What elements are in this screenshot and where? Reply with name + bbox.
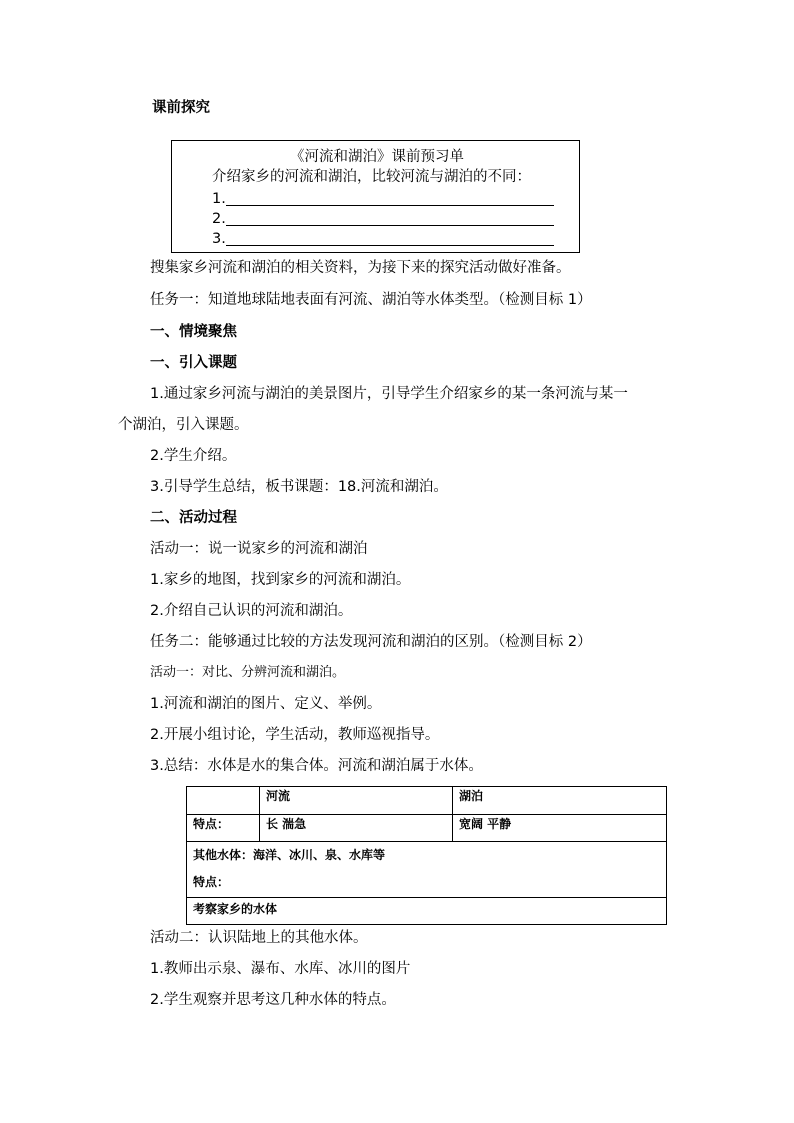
- table-row: [187, 842, 667, 898]
- section-heading: 一、引入课题: [150, 355, 237, 371]
- body-text: 2.学生介绍。: [150, 448, 237, 464]
- blank-line-3: [226, 245, 554, 246]
- body-text: 2.学生观察并思考这几种水体的特点。: [150, 992, 396, 1008]
- body-text: 3.总结：水体是水的集合体。河流和湖泊属于水体。: [150, 758, 483, 774]
- worksheet-instruction: 介绍家乡的河流和湖泊，比较河流与湖泊的不同：: [212, 169, 531, 185]
- section-title: 课前探究: [152, 100, 210, 116]
- other-features-label: 特点：: [193, 875, 230, 889]
- body-text: 个湖泊，引入课题。: [118, 417, 249, 433]
- blank-label-3: 3.: [212, 231, 226, 247]
- body-text: 1.通过家乡河流与湖泊的美景图片，引导学生介绍家乡的某一条河流与某一: [150, 386, 628, 402]
- body-text: 1.家乡的地图，找到家乡的河流和湖泊。: [150, 572, 411, 588]
- body-text: 1.教师出示泉、瀑布、水库、冰川的图片: [150, 961, 411, 977]
- table-cell: 湖泊: [453, 787, 667, 815]
- worksheet-title: 《河流和湖泊》课前预习单: [290, 149, 464, 165]
- section-heading: 二、活动过程: [150, 510, 237, 526]
- body-text: 2.开展小组讨论，学生活动，教师巡视指导。: [150, 727, 440, 743]
- task-heading: 任务一：知道地球陆地表面有河流、湖泊等水体类型。（检测目标 1）: [150, 292, 592, 308]
- table-row: [187, 898, 667, 925]
- blank-label-1: 1.: [212, 191, 226, 207]
- table-cell: 特点：: [187, 815, 260, 842]
- table-row: [187, 815, 667, 842]
- preview-worksheet-box: [171, 140, 580, 253]
- table-cell: 考察家乡的水体: [187, 898, 667, 925]
- table-cell: 宽阔 平静: [453, 815, 667, 842]
- blank-line-1: [226, 205, 554, 206]
- activity-heading: 活动一：说一说家乡的河流和湖泊: [150, 541, 368, 557]
- table-row: [187, 787, 667, 815]
- activity-heading: 活动二：认识陆地上的其他水体。: [150, 930, 368, 946]
- other-water-text: 其他水体：海洋、冰川、泉、水库等: [193, 848, 386, 862]
- comparison-table: [186, 786, 667, 925]
- activity-heading: 活动一：对比、分辨河流和湖泊。: [150, 665, 346, 680]
- table-cell: 河流: [260, 787, 453, 815]
- body-text: 搜集家乡河流和湖泊的相关资料，为接下来的探究活动做好准备。: [150, 260, 571, 276]
- blank-label-2: 2.: [212, 211, 226, 227]
- body-text: 1.河流和湖泊的图片、定义、举例。: [150, 696, 382, 712]
- task-heading: 任务二：能够通过比较的方法发现河流和湖泊的区别。（检测目标 2）: [150, 634, 592, 650]
- table-cell: [187, 842, 667, 898]
- blank-line-2: [226, 225, 554, 226]
- body-text: 2.介绍自己认识的河流和湖泊。: [150, 603, 353, 619]
- body-text: 3.引导学生总结，板书课题：18.河流和湖泊。: [150, 479, 448, 495]
- section-heading: 一、情境聚焦: [150, 324, 237, 340]
- table-cell: 长 湍急: [260, 815, 453, 842]
- table-cell: [187, 787, 260, 815]
